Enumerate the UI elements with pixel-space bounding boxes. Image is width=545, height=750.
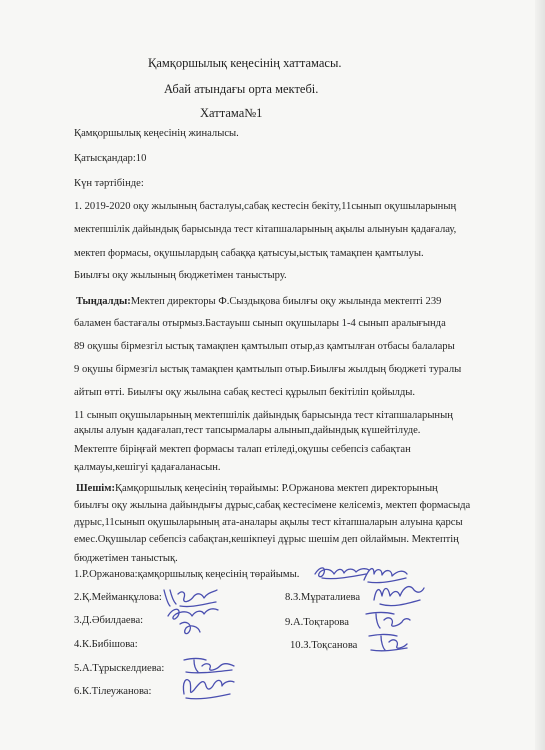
heard-line: Мектеп директоры Ф.Сыздықова биылғы оқу жылында мектепті 239 (130, 296, 442, 307)
decision-line: бюджетімен таныстық. (74, 553, 178, 564)
signature-scribble (178, 672, 238, 702)
heard-line: 11 сынып оқушыларының мектепшілік дайындық барысында тест кітапшаларының (74, 410, 453, 421)
meeting-label: Қамқоршылық кеңесінің жиналысы. (74, 128, 239, 139)
decision-line: дұрыс,11сынып оқушыларының ата-аналары ақылы тест кітапшаларын алуына қарсы (74, 517, 463, 528)
agenda-line: Биылғы оқу жылының бюджетімен таныстыру. (74, 270, 287, 281)
signature-right: 8.З.Мұраталиева (285, 592, 361, 603)
heard-line: 89 оқушы бірмезгіл ыстық тамақпен қамтылып отыр,аз қамтылған отбасы балалары (74, 341, 455, 352)
signature-scribble (370, 580, 426, 610)
heard-line: айтып өтті. Биылғы оқу жылына сабақ кестесі құрылып бекітіліп қойылды. (74, 387, 416, 398)
decision-line: емес.Оқушылар себепсіз сабақтан,кешікпеуі дұрыс шешім деп ойлаймын. Мектептің (74, 534, 459, 545)
heard-line: баламен бастағалы отырмыз.Бастауыш сынып оқушылары 1-4 сынып аралығында (74, 318, 446, 329)
signature-scribble (365, 628, 410, 654)
signature-right: 9.А.Тоқтарова (285, 617, 349, 628)
signature-left: 5.А.Тұрыскелдиева: (74, 663, 165, 674)
document-title: Қамқоршылық кеңесінің хаттамасы. (148, 56, 342, 70)
decision-paragraph (76, 483, 438, 494)
school-name: Абай атындағы орта мектебі. (164, 82, 319, 96)
signature-scribble (362, 608, 412, 630)
heard-line: 9 оқушы бірмезгіл ыстық тамақпен қамтылып отыр.Биылғы жылдың бюджеті туралы (74, 364, 462, 375)
signature-chair: 1.Р.Оржанова:қамқоршылық кеңесінің төрайымы. (74, 569, 300, 580)
signature-left: 4.К.Бибішова: (74, 639, 138, 650)
decision-label: Шешім: (76, 483, 115, 494)
protocol-number: Хаттама№1 (200, 106, 263, 120)
decision-line: Қамқоршылық кеңесінің төрайымы: Р.Оржанова мектеп директорының (114, 483, 438, 494)
agenda-label: Күн тәртібінде: (74, 178, 144, 189)
heard-line: қалмауы,кешігуі қадағаланасын. (74, 462, 221, 473)
page-edge-shadow (535, 0, 545, 750)
signature-left: 3.Д.Әбилдаева: (74, 615, 144, 626)
heard-paragraph (76, 296, 441, 307)
decision-line: биылғы оқу жылына дайындығы дұрыс,сабақ кестесімене келісеміз, мектеп формасыда (74, 500, 471, 511)
signature-left: 2.Қ.Мейманқұлова: (74, 592, 162, 603)
heard-line: Мектепте біріңғай мектеп формасы талап етіледі,оқушы себепсіз сабақтан (74, 444, 411, 455)
agenda-line: мектепшілік дайындық барысында тест кітапшаларының ақылы алынуын қадағалау, (74, 224, 457, 235)
agenda-line: мектеп формасы, оқушылардың сабаққа қатысуы,ыстық тамақпен қамтылуы. (74, 248, 424, 259)
signature-left: 6.К.Тілеужанова: (74, 686, 152, 697)
attendees-count: Қатысқандар:10 (74, 153, 147, 164)
heard-line: ақылы алуын қадағалап,тест тапсырмалары алынып,дайындық күшейтілуде. (74, 425, 421, 436)
heard-label: Тыңдалды: (76, 296, 131, 307)
signature-right: 10.З.Тоқсанова (290, 640, 358, 651)
agenda-line: 1. 2019-2020 оқу жылының басталуы,сабақ кестесін бекіту,11сынып оқушыларының (74, 201, 457, 212)
signature-scribble (160, 602, 220, 642)
